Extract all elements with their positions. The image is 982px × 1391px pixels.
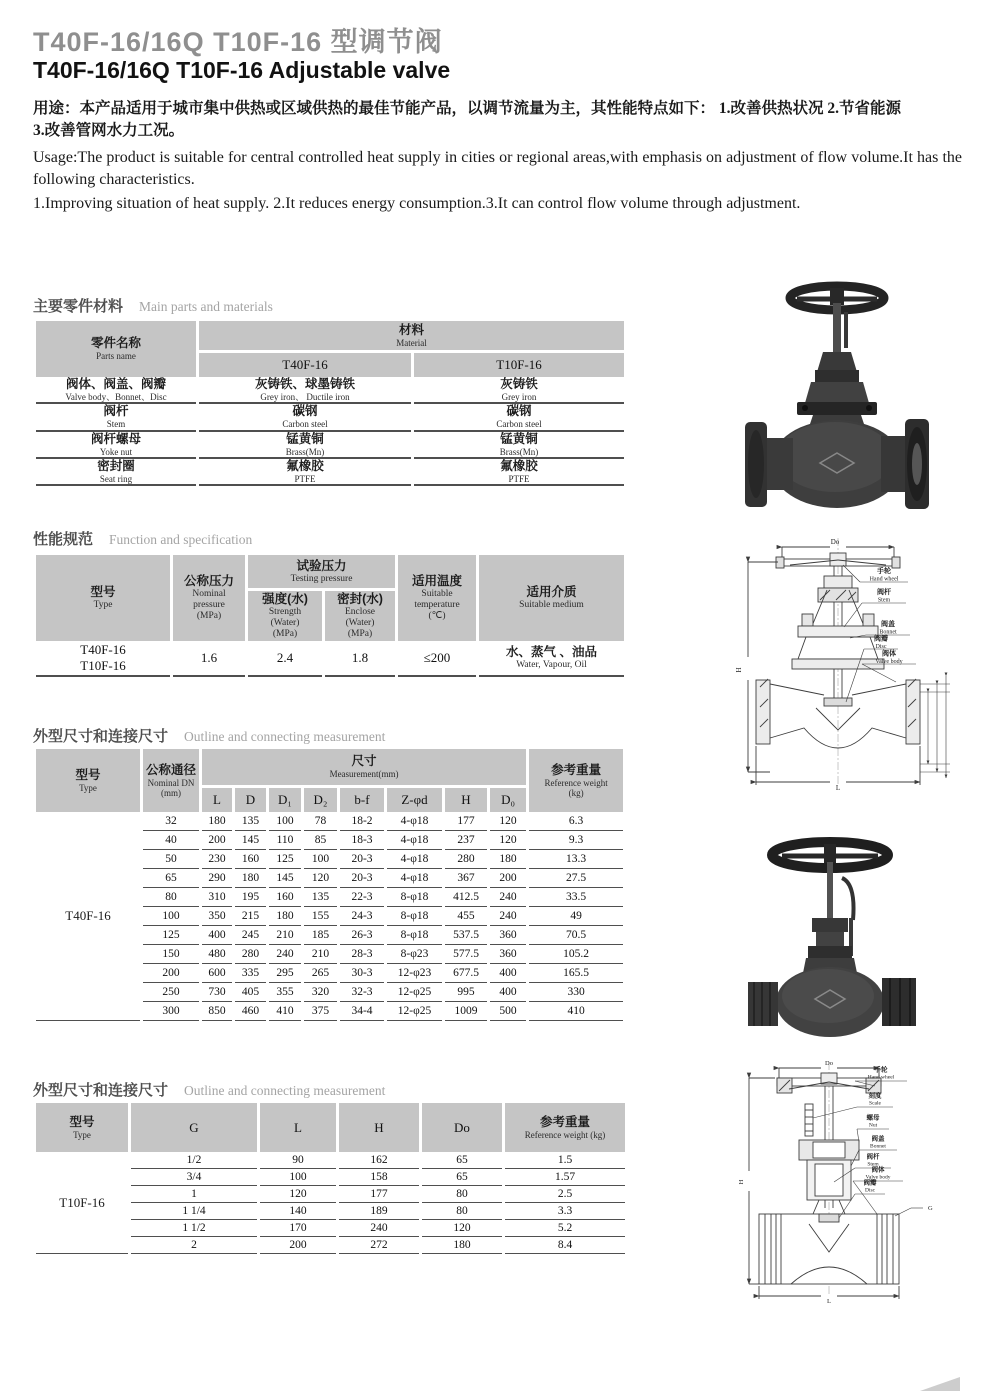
section-heading-en: Main parts and materials: [139, 299, 273, 314]
cell-material-t40: 灰铸铁、球墨铸铁 Grey iron、 Ductile iron: [199, 377, 411, 404]
cell-part: 阀杆 Stem: [36, 404, 196, 431]
flanged-valve-drawing: [700, 532, 975, 792]
dim-h-label: H: [738, 1179, 745, 1185]
cell-l: 350: [202, 907, 232, 926]
cell-weight: 410: [529, 1002, 623, 1021]
dim-do-label: Do: [830, 538, 840, 546]
col-header-ref-weight: 参考重量 Reference weight (kg): [529, 749, 623, 812]
table-row: [36, 459, 624, 486]
cell-do: 65: [422, 1152, 502, 1169]
valve-drawing-flanged: [700, 532, 975, 792]
col-header-enclose: 密封(水) Enclose (Water) (MPa): [325, 588, 395, 641]
cell-h: 677.5: [445, 964, 487, 983]
dim-l-label: L: [827, 1298, 831, 1304]
dim-g-label: G: [928, 1205, 933, 1212]
cell-bf: 28-3: [340, 945, 384, 964]
cell-do: 80: [422, 1186, 502, 1203]
handwheel-label-en: Hand wheel: [867, 1074, 895, 1081]
cell-zd: 8-φ18: [387, 888, 442, 907]
cell-bf: 26-3: [340, 926, 384, 945]
cell-g: 1/2: [131, 1152, 257, 1169]
col-header-Do: Do: [422, 1103, 502, 1152]
bonnet-label-cn: 阀盖: [871, 1135, 885, 1143]
cell-strength: 2.4: [248, 641, 322, 677]
cell-bf: 18-2: [340, 812, 384, 831]
col-header-ref-weight: 参考重量 Reference weight (kg): [505, 1103, 625, 1152]
bonnet-label-en: Bonnet: [879, 629, 897, 636]
cell-l: 310: [202, 888, 232, 907]
col-header-bf: b-f: [340, 785, 384, 812]
col-header-D2: D₂: [304, 785, 337, 812]
cell-d2: 320: [304, 983, 337, 1002]
cell-dn: 200: [143, 964, 199, 983]
cell-d: 245: [235, 926, 266, 945]
col-header-zphid: Z-φd: [387, 785, 442, 812]
cell-d0: 400: [490, 964, 526, 983]
cell-d: 215: [235, 907, 266, 926]
cell-part: 阀杆螺母 Yoke nut: [36, 432, 196, 459]
cell-d0: 180: [490, 850, 526, 869]
cell-material-t40: 氟橡胶 PTFE: [199, 459, 411, 486]
cell-d1: 355: [269, 983, 301, 1002]
cell-h: 995: [445, 983, 487, 1002]
col-header-G: G: [131, 1103, 257, 1152]
cell-d1: 100: [269, 812, 301, 831]
cell-h: 367: [445, 869, 487, 888]
page-curl: [920, 1377, 960, 1391]
cell-d0: 500: [490, 1002, 526, 1021]
cell-nominal-pressure: 1.6: [173, 641, 245, 677]
cell-d: 145: [235, 831, 266, 850]
cell-dn: 300: [143, 1002, 199, 1021]
cell-d0: 120: [490, 831, 526, 850]
cell-zd: 8-φ18: [387, 926, 442, 945]
cell-g: 2: [131, 1237, 257, 1254]
outline-t40-table: [33, 749, 626, 1021]
cell-h: 537.5: [445, 926, 487, 945]
stem-label-en: Stem: [877, 597, 891, 604]
cell-d1: 210: [269, 926, 301, 945]
cell-h: 272: [339, 1237, 419, 1254]
cell-d1: 240: [269, 945, 301, 964]
scale-label-cn: 刻度: [868, 1092, 882, 1100]
cell-weight: 27.5: [529, 869, 623, 888]
col-header-type: 型号 Type: [36, 749, 140, 812]
cell-zd: 4-φ18: [387, 850, 442, 869]
cell-d0: 400: [490, 983, 526, 1002]
cell-h: 1009: [445, 1002, 487, 1021]
dim-l-label: L: [835, 784, 841, 792]
bonnet-label-en: Bonnet: [870, 1143, 886, 1150]
handwheel-label-cn: 手轮: [874, 1066, 888, 1074]
disc-label-cn: 阀瓣: [863, 1179, 877, 1187]
spec-table: [33, 555, 627, 677]
threaded-valve-image: [742, 830, 922, 1045]
cell-weight: 2.5: [505, 1186, 625, 1203]
col-header-D1: D₁: [269, 785, 301, 812]
col-header-parts-name: [36, 321, 196, 377]
cell-weight: 105.2: [529, 945, 623, 964]
valve-body-label-cn: 阀体: [882, 650, 896, 658]
cell-bf: 20-3: [340, 850, 384, 869]
cell-d2: 155: [304, 907, 337, 926]
col-header-temperature: 适用温度 Suitable temperature (℃): [398, 555, 476, 641]
section-heading-en: Outline and connecting measurement: [184, 1083, 386, 1098]
cell-bf: 32-3: [340, 983, 384, 1002]
cell-dn: 150: [143, 945, 199, 964]
cell-type-t10: T10F-16: [36, 1152, 128, 1254]
cell-d2: 375: [304, 1002, 337, 1021]
cell-h: 280: [445, 850, 487, 869]
cell-weight: 9.3: [529, 831, 623, 850]
cell-d2: 185: [304, 926, 337, 945]
cell-type-t40: T40F-16: [36, 812, 140, 1021]
section-heading-en: Outline and connecting measurement: [184, 729, 386, 744]
cell-l: 480: [202, 945, 232, 964]
valve-body-label-cn: 阀体: [871, 1166, 885, 1174]
cell-d2: 78: [304, 812, 337, 831]
cell-weight: 33.5: [529, 888, 623, 907]
cell-zd: 4-φ18: [387, 812, 442, 831]
section-heading-spec: [33, 528, 252, 549]
cell-dn: 250: [143, 983, 199, 1002]
threaded-valve-drawing: [725, 1056, 975, 1304]
cell-temperature: ≤200: [398, 641, 476, 677]
usage-cn-line1: 用途：本产品适用于城市集中供热或区域供热的最佳节能产品，以调节流量为主，其性能特点如下： 1.改善供热状况 2.节省能源: [33, 100, 902, 117]
cell-d2: 135: [304, 888, 337, 907]
cell-do: 180: [422, 1237, 502, 1254]
col-header-H: H: [339, 1103, 419, 1152]
col-header-L: L: [202, 785, 232, 812]
cell-part: 阀体、阀盖、阀瓣 Valve body、Bonnet、Disc: [36, 377, 196, 404]
bonnet-label-cn: 阀盖: [881, 621, 895, 628]
cell-weight: 330: [529, 983, 623, 1002]
cell-dn: 80: [143, 888, 199, 907]
table-row: [36, 1152, 625, 1169]
cell-zd: 8-φ23: [387, 945, 442, 964]
cell-l: 730: [202, 983, 232, 1002]
cell-l: 120: [260, 1186, 336, 1203]
cell-d0: 360: [490, 926, 526, 945]
cell-d0: 120: [490, 812, 526, 831]
cell-l: 850: [202, 1002, 232, 1021]
cell-zd: 4-φ18: [387, 831, 442, 850]
cell-h: 237: [445, 831, 487, 850]
dim-h-label: H: [735, 667, 743, 673]
cell-h: 162: [339, 1152, 419, 1169]
handwheel-label-cn: 手轮: [877, 568, 891, 575]
cell-d0: 200: [490, 869, 526, 888]
cell-l: 100: [260, 1169, 336, 1186]
cell-material-t10: 碳钢 Carbon steel: [414, 404, 624, 431]
stem-label-cn: 阀杆: [866, 1153, 880, 1161]
section-heading-cn: 性能规范: [33, 531, 94, 548]
col-header-measurement: 尺寸 Measurement(mm): [202, 749, 526, 785]
disc-label-en: Disc: [875, 643, 887, 650]
dim-do-label: Do: [825, 1060, 833, 1067]
cell-material-t10: 锰黄铜 Brass(Mn): [414, 432, 624, 459]
stem-label-cn: 阀杆: [877, 589, 891, 596]
cell-bf: 34-4: [340, 1002, 384, 1021]
cell-bf: 30-3: [340, 964, 384, 983]
cell-material-t40: 碳钢 Carbon steel: [199, 404, 411, 431]
cell-zd: 12-φ23: [387, 964, 442, 983]
cell-weight: 70.5: [529, 926, 623, 945]
cell-d: 160: [235, 850, 266, 869]
usage-paragraph-cn: [33, 98, 962, 142]
usage-cn-line2: 3.改善管网水力工况。: [33, 122, 185, 139]
parts-name-cn: 零件名称: [90, 336, 141, 351]
material-cn: 材料: [398, 322, 424, 337]
cell-d: 335: [235, 964, 266, 983]
cell-material-t10: 氟橡胶 PTFE: [414, 459, 624, 486]
cell-d: 135: [235, 812, 266, 831]
cell-enclose: 1.8: [325, 641, 395, 677]
cell-dn: 50: [143, 850, 199, 869]
cell-g: 3/4: [131, 1169, 257, 1186]
parts-name-en: Parts name: [96, 351, 136, 362]
cell-bf: 24-3: [340, 907, 384, 926]
cell-weight: 1.5: [505, 1152, 625, 1169]
usage-paragraph-en2: 1.Improving situation of heat supply. 2.It reduces energy consumption.3.It can control flow volume through adjustment.: [33, 195, 801, 212]
cell-g: 1: [131, 1186, 257, 1203]
section-heading-cn: 外型尺寸和连接尺寸: [33, 1082, 169, 1099]
cell-d2: 210: [304, 945, 337, 964]
table-row: [36, 377, 624, 404]
cell-dn: 100: [143, 907, 199, 926]
section-heading-en: Function and specification: [109, 532, 253, 547]
cell-d1: 110: [269, 831, 301, 850]
section-heading-outline-t10: [33, 1079, 385, 1100]
cell-bf: 20-3: [340, 869, 384, 888]
cell-zd: 12-φ25: [387, 1002, 442, 1021]
outline-t10-table: [33, 1103, 628, 1254]
col-header-H: H: [445, 785, 487, 812]
cell-zd: 8-φ18: [387, 907, 442, 926]
cell-d1: 180: [269, 907, 301, 926]
table-row: [36, 432, 624, 459]
col-header-nominal-pressure: 公称压力 Nominal pressure (MPa): [173, 555, 245, 641]
nut-label-cn: 螺母: [866, 1114, 880, 1122]
table-row: [36, 641, 624, 677]
cell-weight: 49: [529, 907, 623, 926]
cell-d0: 240: [490, 907, 526, 926]
col-header-L: L: [260, 1103, 336, 1152]
cell-h: 189: [339, 1203, 419, 1220]
cell-l: 600: [202, 964, 232, 983]
cell-d2: 265: [304, 964, 337, 983]
cell-material-t10: 灰铸铁 Grey iron: [414, 377, 624, 404]
material-en: Material: [396, 337, 427, 348]
stem-label-en: Stem: [867, 1161, 879, 1168]
cell-d: 195: [235, 888, 266, 907]
section-heading-cn: 外型尺寸和连接尺寸: [33, 728, 169, 745]
cell-bf: 18-3: [340, 831, 384, 850]
cell-d: 405: [235, 983, 266, 1002]
cell-zd: 4-φ18: [387, 869, 442, 888]
cell-l: 180: [202, 812, 232, 831]
cell-g: 1 1/4: [131, 1203, 257, 1220]
col-header-model-t40: T40F-16: [199, 350, 411, 377]
usage-paragraph-en1: Usage:The product is suitable for central controlled heat supply in cities or regional areas,with emphasis on adjustment of flow volume.It has the following characteristics.: [33, 149, 962, 188]
cell-h: 577.5: [445, 945, 487, 964]
cell-zd: 12-φ25: [387, 983, 442, 1002]
cell-l: 290: [202, 869, 232, 888]
col-header-type: 型号 Type: [36, 1103, 128, 1152]
col-header-material: [199, 321, 624, 350]
cell-weight: 8.4: [505, 1237, 625, 1254]
col-header-medium: 适用介质 Suitable medium: [479, 555, 624, 641]
cell-d: 460: [235, 1002, 266, 1021]
cell-d1: 410: [269, 1002, 301, 1021]
cell-d1: 160: [269, 888, 301, 907]
table-row: [36, 812, 623, 831]
cell-h: 158: [339, 1169, 419, 1186]
cell-l: 90: [260, 1152, 336, 1169]
disc-label-en: Disc: [864, 1187, 876, 1194]
cell-d2: 85: [304, 831, 337, 850]
col-header-D0: D₀: [490, 785, 526, 812]
cell-dn: 40: [143, 831, 199, 850]
valve-body-label-en: Valve body: [865, 1174, 891, 1181]
cell-do: 120: [422, 1220, 502, 1237]
col-header-model-t10: T10F-16: [414, 350, 624, 377]
page-title-en: T40F-16/16Q T10F-16 Adjustable valve: [33, 57, 451, 83]
col-header-dn: 公称通径 Nominal DN (mm): [143, 749, 199, 812]
cell-d0: 360: [490, 945, 526, 964]
disc-label-cn: 阀瓣: [874, 635, 888, 643]
cell-dn: 125: [143, 926, 199, 945]
cell-dn: 32: [143, 812, 199, 831]
cell-bf: 22-3: [340, 888, 384, 907]
cell-weight: 5.2: [505, 1220, 625, 1237]
handwheel-label-en: Hand wheel: [869, 576, 899, 583]
cell-d2: 100: [304, 850, 337, 869]
cell-h: 240: [339, 1220, 419, 1237]
materials-table: [33, 321, 627, 486]
cell-d1: 125: [269, 850, 301, 869]
cell-d1: 295: [269, 964, 301, 983]
cell-part: 密封圈 Seat ring: [36, 459, 196, 486]
cell-l: 400: [202, 926, 232, 945]
cell-do: 80: [422, 1203, 502, 1220]
cell-medium: 水、蒸气 、油品 Water, Vapour, Oil: [479, 641, 624, 677]
col-header-type: 型号 Type: [36, 555, 170, 641]
scale-label-en: Scale: [869, 1100, 881, 1107]
cell-type: T40F-16 T10F-16: [36, 641, 170, 677]
cell-weight: 13.3: [529, 850, 623, 869]
cell-d: 180: [235, 869, 266, 888]
cell-h: 177: [445, 812, 487, 831]
col-header-strength: 强度(水) Strength (Water) (MPa): [248, 588, 322, 641]
cell-l: 170: [260, 1220, 336, 1237]
cell-dn: 65: [143, 869, 199, 888]
cell-d: 280: [235, 945, 266, 964]
valve-photo-flanged: [737, 272, 937, 517]
cell-l: 200: [202, 831, 232, 850]
page-title-cn: T40F-16/16Q T10F-16 型调节阀: [33, 27, 443, 57]
valve-photo-threaded: [742, 830, 922, 1045]
section-heading-outline-t40: [33, 725, 385, 746]
col-header-testing-pressure: 试验压力 Testing pressure: [248, 555, 395, 588]
section-heading-cn: 主要零件材料: [33, 298, 124, 315]
cell-weight: 3.3: [505, 1203, 625, 1220]
section-heading-materials: [33, 295, 273, 316]
valve-drawing-threaded: [725, 1056, 975, 1304]
cell-weight: 165.5: [529, 964, 623, 983]
cell-h: 177: [339, 1186, 419, 1203]
valve-body-label-en: Valve body: [875, 658, 903, 665]
cell-d2: 120: [304, 869, 337, 888]
cell-l: 140: [260, 1203, 336, 1220]
cell-l: 230: [202, 850, 232, 869]
cell-do: 65: [422, 1169, 502, 1186]
cell-material-t40: 锰黄铜 Brass(Mn): [199, 432, 411, 459]
cell-d1: 145: [269, 869, 301, 888]
flanged-valve-image: [737, 272, 937, 517]
cell-h: 455: [445, 907, 487, 926]
cell-g: 1 1/2: [131, 1220, 257, 1237]
cell-h: 412.5: [445, 888, 487, 907]
nut-label-en: Nut: [868, 1122, 878, 1129]
cell-weight: 6.3: [529, 812, 623, 831]
cell-weight: 1.57: [505, 1169, 625, 1186]
cell-l: 200: [260, 1237, 336, 1254]
table-row: [36, 404, 624, 431]
col-header-D: D: [235, 785, 266, 812]
cell-d0: 240: [490, 888, 526, 907]
